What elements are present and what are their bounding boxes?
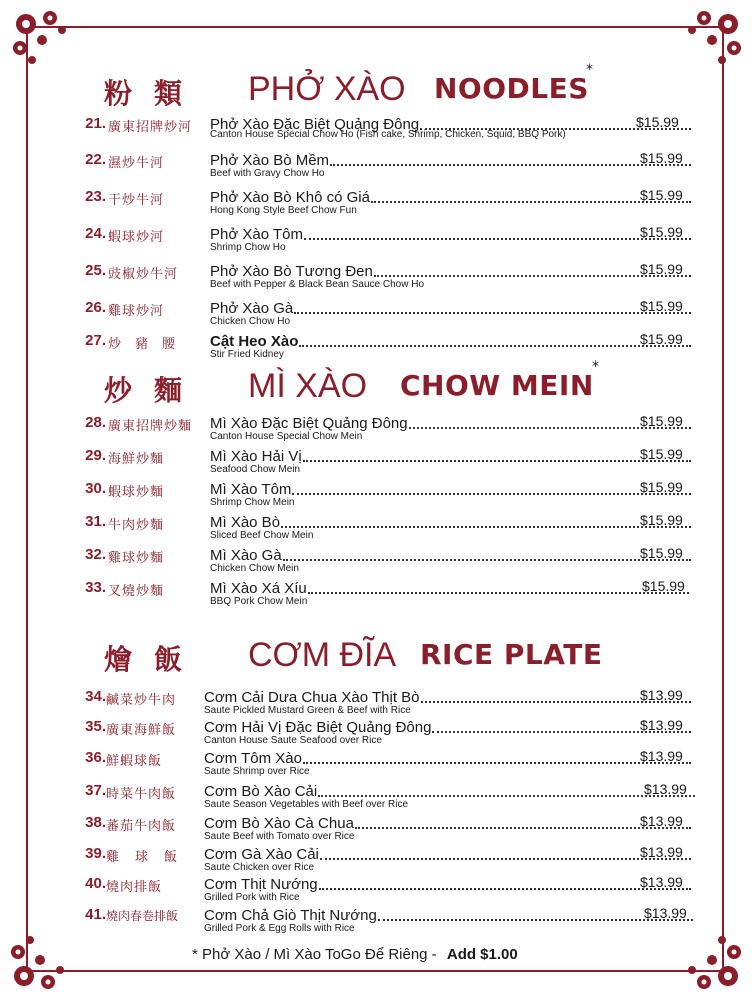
item-price: $15.99 <box>640 150 683 166</box>
item-number: 37. <box>85 782 106 799</box>
item-price: $15.99 <box>642 578 685 594</box>
item-vietnamese-name: Phở Xào Gà <box>210 300 294 317</box>
item-english-name: Beef with Gravy Chow Ho <box>210 168 325 179</box>
menu-item <box>0 445 752 479</box>
item-english-name: Seafood Chow Mein <box>210 464 301 475</box>
item-price: $13.99 <box>644 781 687 797</box>
floral-corner-icon <box>6 930 70 994</box>
item-chinese-name: 廣東招牌炒麵 <box>108 419 193 434</box>
item-chinese-name: 廣東海鮮飯 <box>106 723 177 738</box>
menu-item <box>0 412 752 446</box>
item-price: $15.99 <box>640 261 683 277</box>
item-number: 32. <box>85 546 106 563</box>
menu-item <box>0 686 752 720</box>
item-vietnamese-name: Phở Xào Đặc Biệt Quảng Đông <box>210 116 420 133</box>
item-number: 26. <box>85 299 106 316</box>
item-vietnamese-name: Phở Xào Bò Khô có Giá <box>210 189 370 206</box>
section-title-vietnamese: MÌ XÀO <box>248 367 368 405</box>
section-title-vietnamese: PHỞ XÀO <box>248 70 406 108</box>
item-english-name: Canton House Special Chow Ho (Fish cake, Shrimp, Chicken, Squid, BBQ Pork) <box>210 129 566 140</box>
item-chinese-name: 蝦球炒河 <box>108 230 165 245</box>
item-chinese-name: 豉椒炒牛河 <box>108 267 179 282</box>
item-price: $15.99 <box>636 114 679 130</box>
item-english-name: Sliced Beef Chow Mein <box>210 530 314 541</box>
item-vietnamese-name: Mì Xào Đặc Biệt Quảng Đông <box>210 415 408 432</box>
leader-dots <box>292 479 691 495</box>
leader-dots <box>294 298 691 314</box>
item-vietnamese-name: Cơm Chả Giò Thịt Nướng <box>204 907 377 924</box>
leader-dots <box>299 331 691 347</box>
item-number: 23. <box>85 188 106 205</box>
item-english-name: Hong Kong Style Beef Chow Fun <box>210 205 357 216</box>
item-vietnamese-name: Mì Xào Bò <box>210 514 281 531</box>
item-chinese-name: 蝦球炒麵 <box>108 485 165 500</box>
item-price: $13.99 <box>640 813 683 829</box>
item-number: 28. <box>85 414 106 431</box>
item-number: 21. <box>85 115 106 132</box>
item-number: 25. <box>85 262 106 279</box>
item-chinese-name: 蕃茄牛肉飯 <box>106 819 177 834</box>
item-english-name: Saute Shrimp over Rice <box>204 766 310 777</box>
item-number: 31. <box>85 513 106 530</box>
section-heading-rice-plate <box>0 634 752 678</box>
item-english-name: Shrimp Chow Ho <box>210 242 286 253</box>
menu-item <box>0 260 752 294</box>
menu-item <box>0 716 752 750</box>
section-heading-chow-mein <box>0 359 752 409</box>
togo-surcharge: Add $1.00 <box>446 946 518 963</box>
asterisk-mark: * <box>586 62 593 78</box>
menu-item <box>0 478 752 512</box>
item-english-name: Grilled Pork & Egg Rolls with Rice <box>204 923 355 934</box>
item-price: $15.99 <box>640 512 683 528</box>
item-chinese-name: 雞球飯 <box>106 850 194 865</box>
floral-corner-icon <box>8 6 72 70</box>
item-number: 40. <box>85 875 106 892</box>
item-vietnamese-name: Cơm Tôm Xào <box>204 750 302 767</box>
item-price: $15.99 <box>640 224 683 240</box>
item-vietnamese-name: Phở Xào Bò Tương Đen <box>210 263 373 280</box>
item-vietnamese-name: Phở Xào Bò Mềm <box>210 152 330 169</box>
item-vietnamese-name: Cơm Thịt Nướng <box>204 876 318 893</box>
section-title-english: NOODLES <box>434 72 589 105</box>
item-price: $13.99 <box>640 748 683 764</box>
item-english-name: Stir Fried Kidney <box>210 349 284 360</box>
section-heading-noodles <box>0 62 752 112</box>
asterisk-mark: * <box>592 359 599 375</box>
item-price: $13.99 <box>640 874 683 890</box>
item-number: 29. <box>85 447 106 464</box>
item-english-name: Chicken Chow Ho <box>210 316 291 327</box>
item-price: $15.99 <box>640 187 683 203</box>
section-title-chinese: 炒麵 <box>104 374 205 407</box>
item-price: $13.99 <box>640 844 683 860</box>
leader-dots <box>318 781 695 797</box>
leader-dots <box>330 150 691 166</box>
item-chinese-name: 廣東招牌炒河 <box>108 120 193 135</box>
leader-dots <box>281 512 691 528</box>
item-english-name: Grilled Pork with Rice <box>204 892 300 903</box>
menu-item <box>0 873 752 907</box>
section-title-vietnamese: CƠM ĐĨA <box>248 636 397 674</box>
menu-item <box>0 186 752 220</box>
item-chinese-name: 鮮蝦球飯 <box>106 754 163 769</box>
item-price: $15.99 <box>640 413 683 429</box>
menu-item <box>0 223 752 257</box>
section-title-chinese: 燴飯 <box>104 643 205 676</box>
item-price: $13.99 <box>640 717 683 733</box>
item-english-name: Canton House Special Chow Mein <box>210 431 363 442</box>
menu-item <box>0 297 752 331</box>
item-number: 30. <box>85 480 106 497</box>
menu-item <box>0 904 752 938</box>
item-english-name: Saute Season Vegetables with Beef over Rice <box>204 799 409 810</box>
section-title-english: CHOW MEIN <box>400 369 594 402</box>
item-english-name: Saute Beef with Tomato over Rice <box>204 831 355 842</box>
item-chinese-name: 牛肉炒麵 <box>108 518 165 533</box>
menu-item <box>0 544 752 578</box>
item-number: 34. <box>85 688 106 705</box>
item-vietnamese-name: Mì Xào Xá Xíu <box>210 580 307 597</box>
item-price: $15.99 <box>640 479 683 495</box>
item-price: $15.99 <box>640 331 683 347</box>
item-english-name: Beef with Pepper & Black Bean Sauce Chow Ho <box>210 279 425 290</box>
menu-item <box>0 747 752 781</box>
item-vietnamese-name: Mì Xào Tôm <box>210 481 292 498</box>
item-number: 24. <box>85 225 106 242</box>
leader-dots <box>319 874 691 890</box>
menu-item <box>0 330 752 364</box>
leader-dots <box>320 844 691 860</box>
menu-item <box>0 113 752 147</box>
floral-corner-icon <box>682 930 746 994</box>
item-chinese-name: 燒肉春卷排飯 <box>106 909 179 923</box>
item-price: $15.99 <box>640 545 683 561</box>
item-price: $15.99 <box>640 446 683 462</box>
item-number: 22. <box>85 151 106 168</box>
menu-item <box>0 577 752 611</box>
item-chinese-name: 海鮮炒麵 <box>108 452 165 467</box>
item-chinese-name: 燒肉排飯 <box>106 880 163 895</box>
item-price: $13.99 <box>644 905 687 921</box>
item-chinese-name: 叉燒炒麵 <box>108 584 165 599</box>
leader-dots <box>283 545 691 561</box>
item-vietnamese-name: Cơm Gà Xào Cải <box>204 846 319 863</box>
item-english-name: Shrimp Chow Mein <box>210 497 295 508</box>
item-vietnamese-name: Cơm Cải Dưa Chua Xào Thịt Bò <box>204 689 420 706</box>
item-vietnamese-name: Cơm Bò Xào Cải <box>204 783 318 800</box>
menu-item <box>0 780 752 814</box>
leader-dots <box>304 224 691 240</box>
section-title-chinese: 粉類 <box>104 77 205 110</box>
leader-dots <box>308 578 689 594</box>
item-number: 35. <box>85 718 106 735</box>
togo-note <box>192 946 518 963</box>
togo-note-text: * Phở Xào / Mì Xào ToGo Để Riêng - <box>192 946 437 963</box>
item-number: 36. <box>85 749 106 766</box>
item-chinese-name: 時菜牛肉飯 <box>106 787 177 802</box>
item-chinese-name: 濕炒牛河 <box>108 156 165 171</box>
item-english-name: Chicken Chow Mein <box>210 563 299 574</box>
item-price: $13.99 <box>640 687 683 703</box>
item-chinese-name: 雞球炒河 <box>108 304 165 319</box>
item-number: 38. <box>85 814 106 831</box>
item-english-name: BBQ Pork Chow Mein <box>210 596 308 607</box>
item-vietnamese-name: Mì Xào Gà <box>210 547 282 564</box>
section-title-english: RICE PLATE <box>420 638 603 671</box>
item-english-name: Canton House Saute Seafood over Rice <box>204 735 382 746</box>
item-price: $15.99 <box>640 298 683 314</box>
item-chinese-name: 干炒牛河 <box>108 193 165 208</box>
leader-dots <box>303 748 691 764</box>
item-chinese-name: 鹹菜炒牛肉 <box>106 693 177 708</box>
item-vietnamese-name: Mì Xào Hải Vị <box>210 448 302 465</box>
menu-item <box>0 812 752 846</box>
item-number: 27. <box>85 332 106 349</box>
item-vietnamese-name: Cơm Bò Xào Cà Chua <box>204 815 354 832</box>
menu-item <box>0 511 752 545</box>
floral-corner-icon <box>682 6 746 70</box>
item-english-name: Saute Pickled Mustard Green & Beef with Rice <box>204 705 411 716</box>
item-chinese-name: 雞球炒麵 <box>108 551 165 566</box>
item-chinese-name: 炒豬腰 <box>108 337 190 352</box>
item-number: 41. <box>85 906 106 923</box>
item-number: 39. <box>85 845 106 862</box>
leader-dots <box>303 446 691 462</box>
item-vietnamese-name: Cật Heo Xào <box>210 333 299 350</box>
item-number: 33. <box>85 579 106 596</box>
item-vietnamese-name: Cơm Hải Vị Đặc Biệt Quảng Đông <box>204 719 432 736</box>
menu-item <box>0 843 752 877</box>
menu-item <box>0 149 752 183</box>
item-english-name: Saute Chicken over Rice <box>204 862 315 873</box>
item-vietnamese-name: Phở Xào Tôm <box>210 226 303 243</box>
